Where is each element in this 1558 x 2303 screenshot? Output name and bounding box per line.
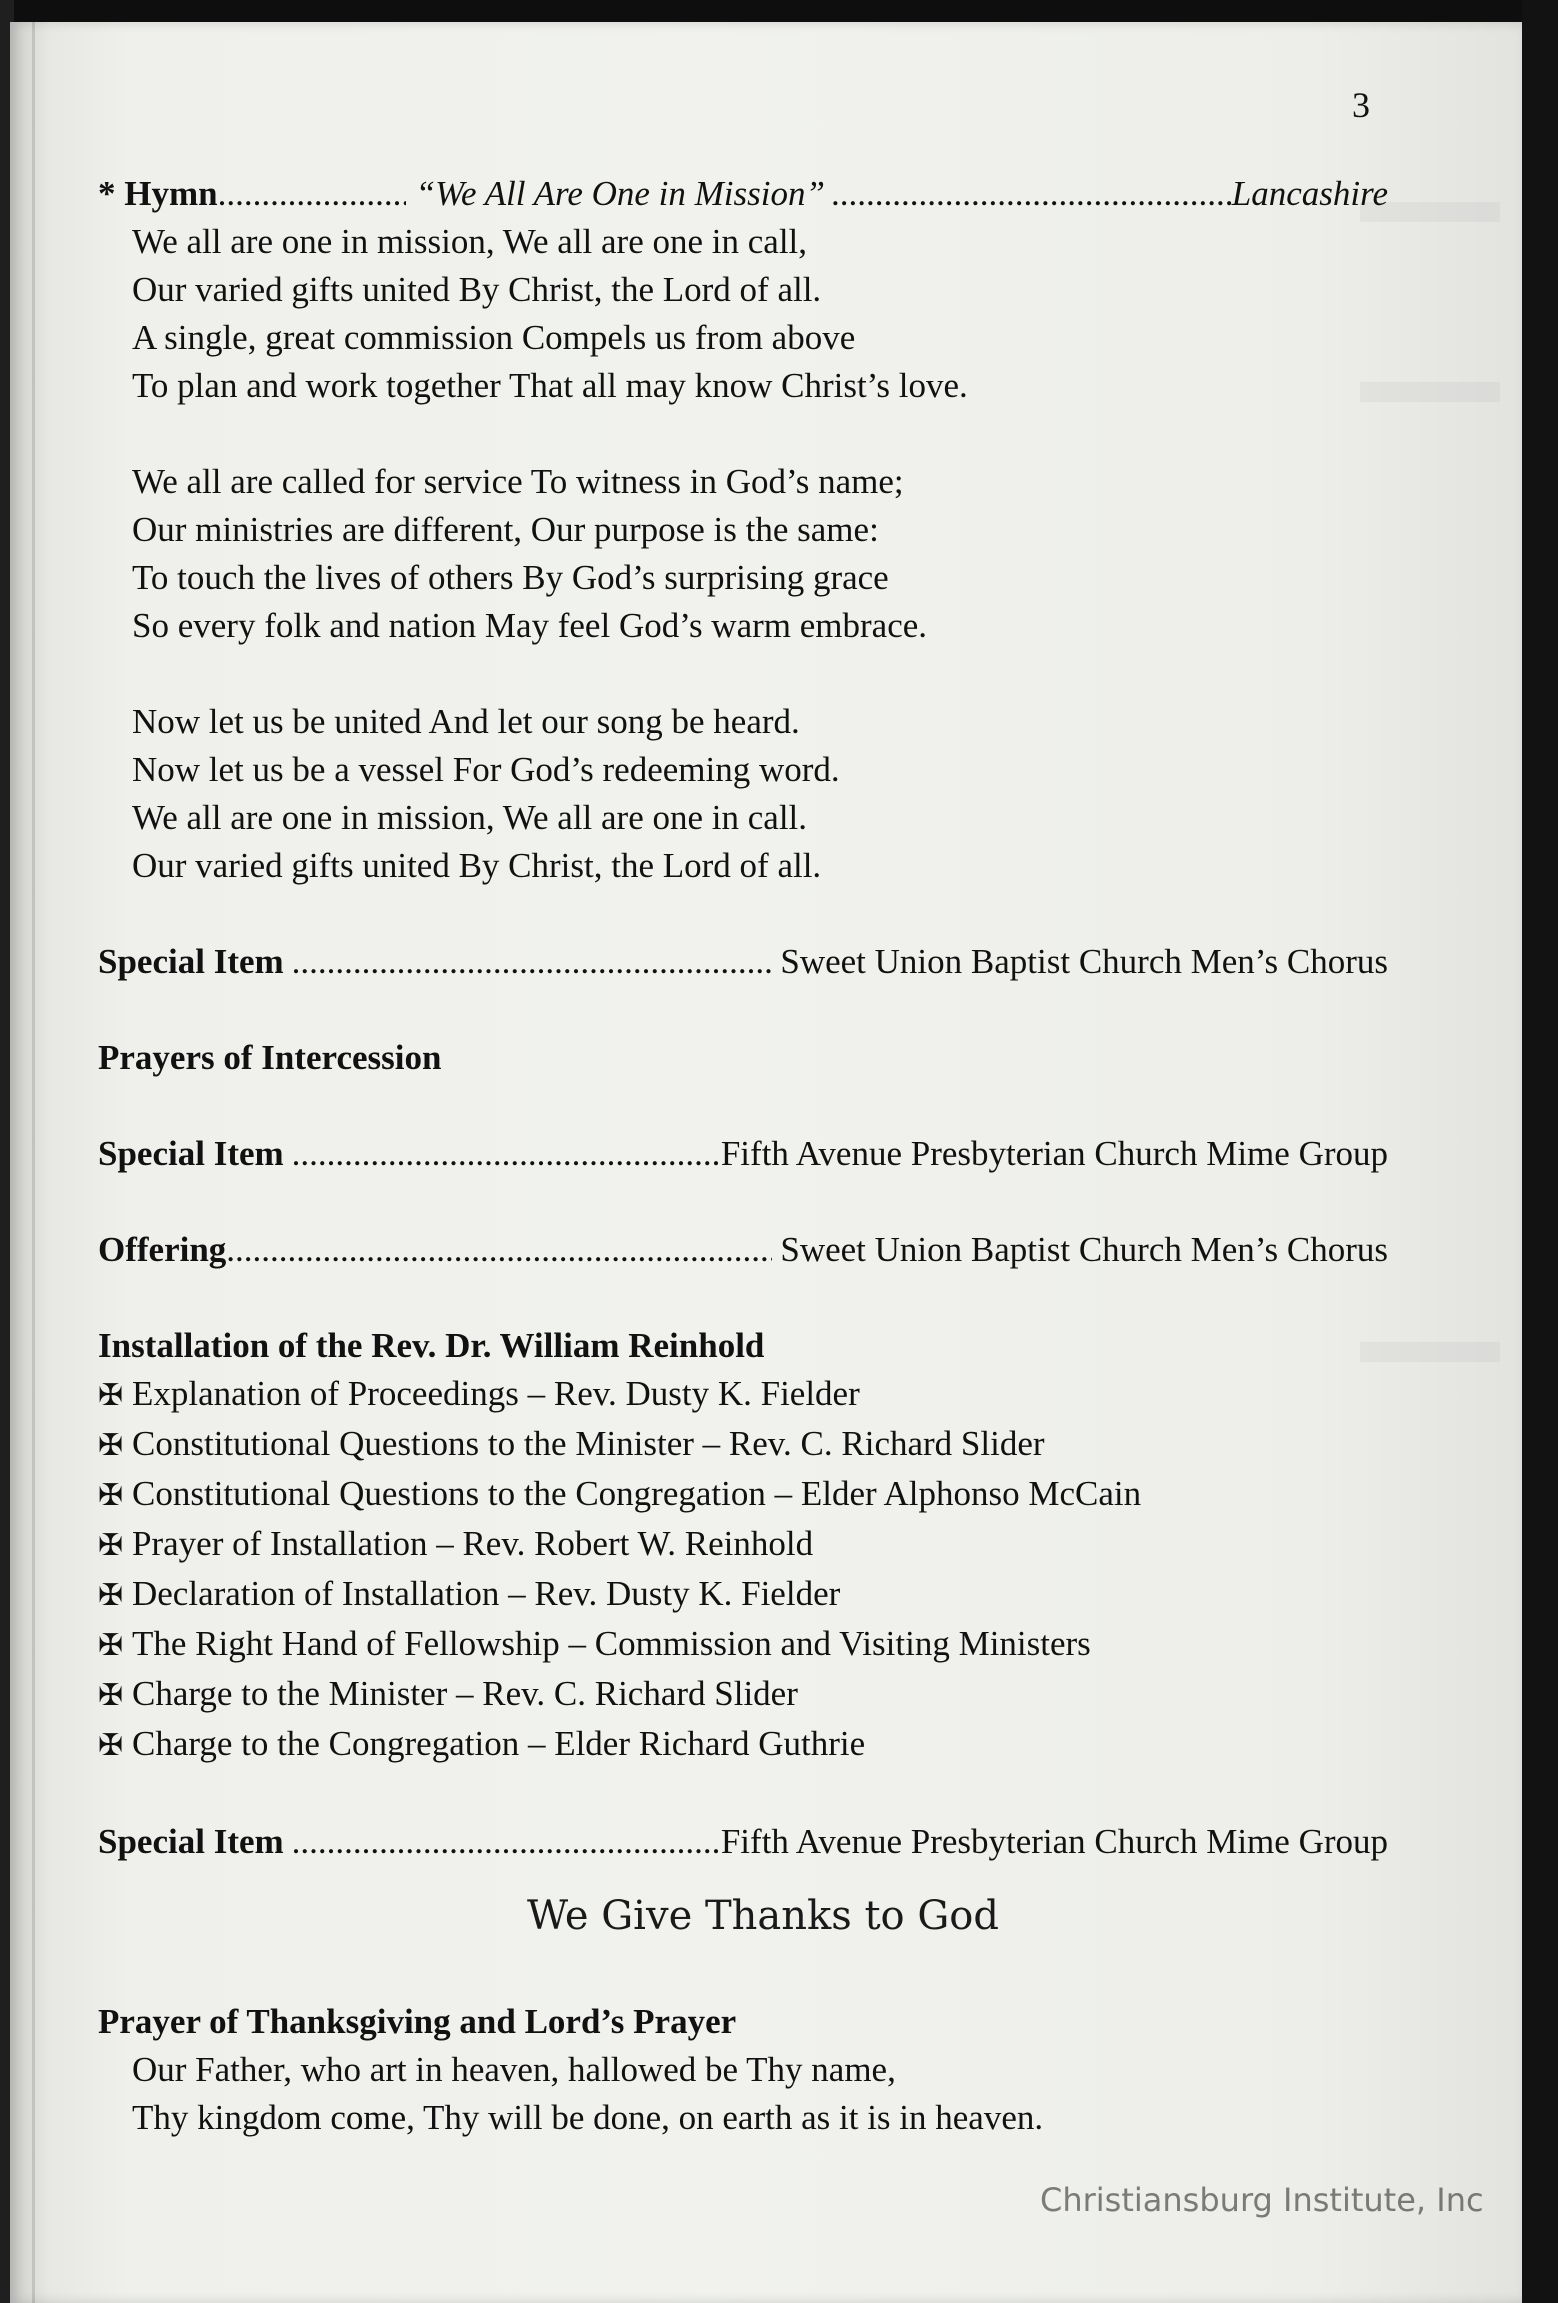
special-item-label: Special Item <box>98 942 284 981</box>
installation-heading: Installation of the Rev. Dr. William Reinhold <box>98 1326 765 1365</box>
hymn-line: Now let us be united And let our song be heard. <box>132 702 800 741</box>
hymn-entry <box>98 170 1388 218</box>
special-item-entry <box>98 1130 1388 1178</box>
thanksgiving-heading: Prayer of Thanksgiving and Lord’s Prayer <box>98 2002 737 2041</box>
cross-icon: ✠ <box>98 1629 124 1662</box>
hymn-line: Now let us be a vessel For God’s redeeming word. <box>132 750 840 789</box>
list-item: ✠ The Right Hand of Fellowship – Commission and Visiting Ministers <box>98 1620 1388 1670</box>
offering-entry <box>98 1226 1388 1274</box>
special-item-detail: Fifth Avenue Presbyterian Church Mime Group <box>720 1134 1388 1173</box>
special-item-detail: Fifth Avenue Presbyterian Church Mime Group <box>720 1822 1388 1861</box>
special-item-entry <box>98 1818 1388 1866</box>
prayer-line: Thy kingdom come, Thy will be done, on earth as it is in heaven. <box>132 2098 1044 2137</box>
order-of-worship <box>98 170 1388 2142</box>
special-item-detail: Sweet Union Baptist Church Men’s Chorus <box>780 942 1388 981</box>
hymn-line: To touch the lives of others By God’s surprising grace <box>132 558 889 597</box>
prayer-line: Our Father, who art in heaven, hallowed be Thy name, <box>132 2050 896 2089</box>
hymn-line: Our varied gifts united By Christ, the Lord of all. <box>132 846 822 885</box>
hymn-line: We all are called for service To witness in God’s name; <box>132 462 904 501</box>
list-item: ✠ Prayer of Installation – Rev. Robert W. Reinhold <box>98 1520 1388 1570</box>
cross-icon: ✠ <box>98 1579 124 1612</box>
cross-icon: ✠ <box>98 1429 124 1462</box>
section-heading: We Give Thanks to God <box>526 1893 999 1939</box>
prayers-of-intercession-heading: Prayers of Intercession <box>98 1038 442 1077</box>
hymn-title: “We All Are One in Mission” <box>415 174 825 213</box>
cross-icon: ✠ <box>98 1729 124 1762</box>
special-item-label: Special Item <box>98 1134 284 1173</box>
hymn-line: Our ministries are different, Our purpose is the same: <box>132 510 879 549</box>
list-item: ✠ Constitutional Questions to the Minister – Rev. C. Richard Slider <box>98 1420 1388 1470</box>
page-fold-line <box>32 22 35 2303</box>
leader-dots <box>284 1818 721 1866</box>
list-item: ✠ Declaration of Installation – Rev. Dusty K. Fielder <box>98 1570 1388 1620</box>
hymn-line: A single, great commission Compels us from above <box>132 318 856 357</box>
cross-icon: ✠ <box>98 1479 124 1512</box>
hymn-stanza-1 <box>98 218 1388 410</box>
page-number: 3 <box>1352 85 1370 125</box>
special-item-entry <box>98 938 1388 986</box>
leader-dots <box>218 170 406 218</box>
cross-icon: ✠ <box>98 1679 124 1712</box>
hymn-line: Our varied gifts united By Christ, the Lord of all. <box>132 270 822 309</box>
hymn-line: To plan and work together That all may know Christ’s love. <box>132 366 968 405</box>
lords-prayer-text <box>98 2046 1388 2142</box>
hymn-line: We all are one in mission, We all are one in call, <box>132 222 808 261</box>
hymn-line: We all are one in mission, We all are one in call. <box>132 798 808 837</box>
list-item: ✠ Charge to the Minister – Rev. C. Richard Slider <box>98 1670 1388 1720</box>
leader-dots <box>831 170 1232 218</box>
list-item: ✠ Charge to the Congregation – Elder Richard Guthrie <box>98 1720 1388 1770</box>
leader-dots <box>284 1130 721 1178</box>
photo-right-edge <box>1522 0 1558 2303</box>
cross-icon: ✠ <box>98 1379 124 1412</box>
offering-label: Offering <box>98 1230 227 1269</box>
cross-icon: ✠ <box>98 1529 124 1562</box>
hymn-stanza-3 <box>98 698 1388 890</box>
special-item-label: Special Item <box>98 1822 284 1861</box>
list-item: ✠ Explanation of Proceedings – Rev. Dusty K. Fielder <box>98 1370 1388 1420</box>
watermark: Christiansburg Institute, Inc <box>1040 2181 1484 2219</box>
hymn-stanza-2 <box>98 458 1388 650</box>
leader-dots <box>284 938 773 986</box>
hymn-marker: * Hymn <box>98 174 218 213</box>
installation-list <box>98 1370 1388 1770</box>
list-item: ✠ Constitutional Questions to the Congregation – Elder Alphonso McCain <box>98 1470 1388 1520</box>
leader-dots <box>226 1226 772 1274</box>
hymn-tune: Lancashire <box>1231 174 1388 213</box>
hymn-line: So every folk and nation May feel God’s warm embrace. <box>132 606 928 645</box>
offering-detail: Sweet Union Baptist Church Men’s Chorus <box>780 1230 1388 1269</box>
